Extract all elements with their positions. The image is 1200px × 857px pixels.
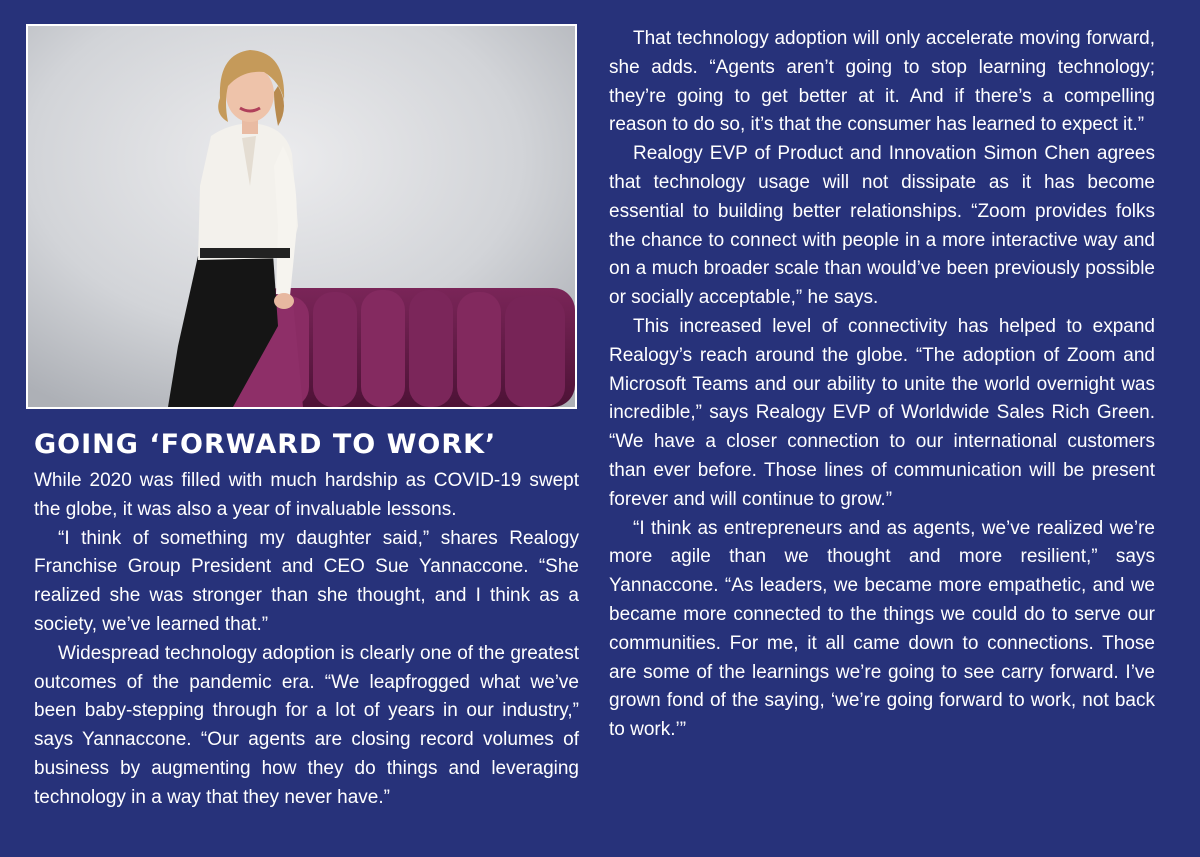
paragraph: This increased level of connectivity has helped to expand Realogy’s reach around the globe. “The adoption of Zoom and Microsoft Teams and our ability to unite the world overnight was incredible,” says Realogy EVP of Worldwide Sales Rich Green. “We have a closer connection to our international customers than ever before. Those lines of communication will be present forever and will continue to grow.” xyxy=(609,315,1155,510)
paragraph: Widespread technology adoption is clearly one of the greatest outcomes of the pandemic era. “We leapfrogged what we’ve been baby-stepping through for a lot of years in our industry,” says Yannaccone. “Our agents are closing record volumes of business by augmenting how they do things and leveraging technology in a way that they never have.” xyxy=(34,642,579,808)
portrait-photo xyxy=(26,24,577,409)
right-column xyxy=(609,25,1155,745)
paragraph: That technology adoption will only accelerate moving forward, she adds. “Agents aren’t going to stop learning technology; they’re going to get better at it. And if there’s a compelling reason to do so, it’s that the consumer has learned to expect it.” xyxy=(609,28,1155,136)
paragraph: While 2020 was filled with much hardship as COVID-19 swept the globe, it was also a year of invaluable lessons. xyxy=(34,470,579,520)
paragraph: “I think as entrepreneurs and as agents, we’ve realized we’re more agile than we thought and more resilient,” says Yannaccone. “As leaders, we became more empathetic, and we became more connected to the things we could do to serve our communities. For me, it all came down to connections. Those are some of the learnings we’re going to see carry forward. I’ve grown fond of the saying, ‘we’re going forward to work, not back to work.’” xyxy=(609,517,1155,741)
paragraph: “I think of something my daughter said,” shares Realogy Franchise Group President and CEO Sue Yannaccone. “She realized she was stronger than she thought, and I think as a society, we’ve learned that.” xyxy=(34,527,579,635)
paragraph: Realogy EVP of Product and Innovation Simon Chen agrees that technology usage will not dissipate as it has become essential to building better relationships. “Zoom provides folks the chance to connect with people in a more interactive way and on a much broader scale than would’ve been previously possible or socially acceptable,” he says. xyxy=(609,143,1155,309)
portrait-illustration xyxy=(28,26,575,407)
left-column xyxy=(34,467,579,813)
section-heading: GOING ‘FORWARD TO WORK’ xyxy=(34,429,497,460)
